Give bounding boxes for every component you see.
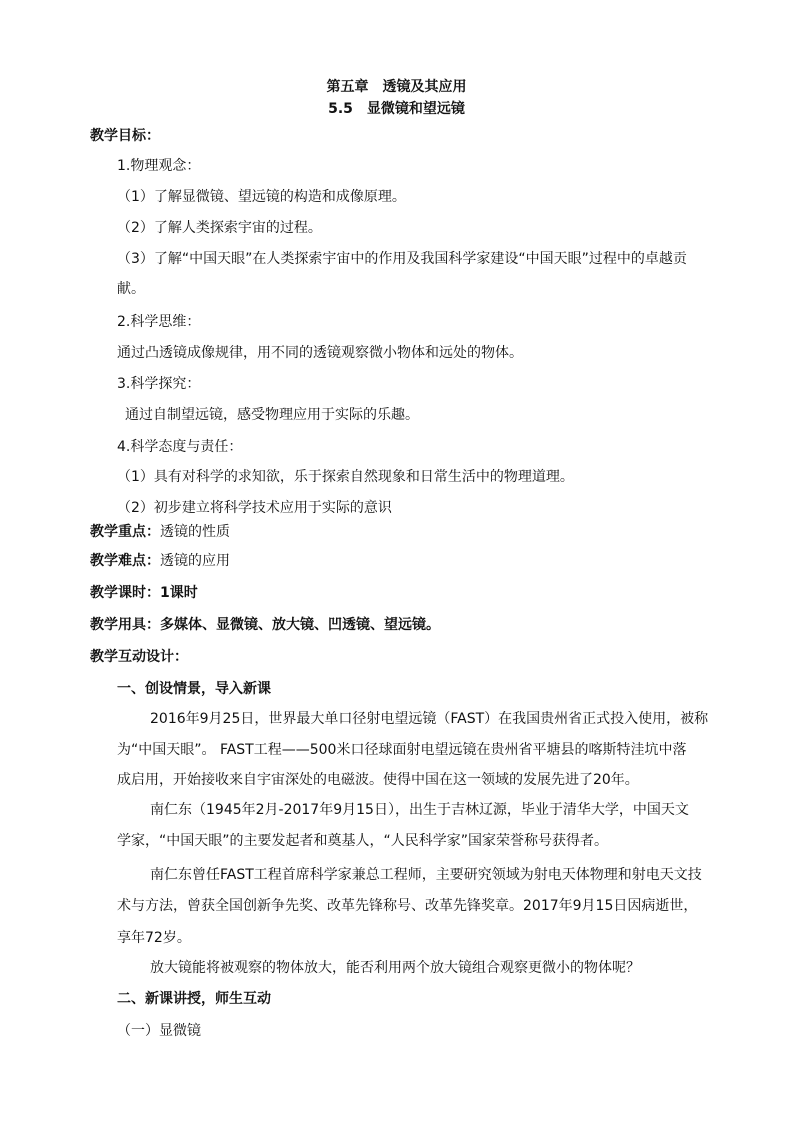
goal-4-item: （1）具有对科学的求知欲，乐于探索自然现象和日常生活中的物理道理。	[117, 469, 574, 485]
goal-3-title: 3.科学探究：	[117, 376, 201, 392]
key-point-text: 透镜的性质	[160, 524, 230, 540]
difficult-point-label: 教学难点：	[90, 553, 160, 569]
part-2-heading: 二、新课讲授，师生互动	[117, 991, 271, 1007]
goal-1-item: （1）了解显微镜、望远镜的构造和成像原理。	[117, 189, 406, 205]
goal-1-item: （3）了解“中国天眼”在人类探索宇宙中的作用及我国科学家建设“中国天眼”过程中的卓越贡	[117, 251, 687, 267]
paragraph-line: 成启用，开始接收来自宇宙深处的电磁波。使得中国在这一领域的发展先进了20年。	[117, 772, 639, 788]
paragraph-line: 术与方法，曾获全国创新争先奖、改革先锋称号、改革先锋奖章。2017年9月15日因病逝世，	[117, 898, 698, 914]
paragraph-line: 放大镜能将被观察的物体放大，能否利用两个放大镜组合观察更微小的物体呢？	[150, 960, 640, 976]
key-point	[90, 523, 230, 541]
paragraph-line: 2016年9月25日，世界最大单口径射电望远镜（FAST）在我国贵州省正式投入使用，被称	[150, 711, 709, 727]
difficult-point	[90, 552, 230, 570]
paragraph-line: 学家，“中国天眼”的主要发起者和奠基人，“人民科学家”国家荣誉称号获得者。	[117, 833, 609, 849]
goal-1-title: 1.物理观念：	[117, 158, 201, 174]
paragraph-line: 享年72岁。	[117, 930, 191, 946]
goal-2-text: 通过凸透镜成像规律，用不同的透镜观察微小物体和远处的物体。	[117, 345, 523, 361]
goal-3-text: 通过自制望远镜，感受物理应用于实际的乐趣。	[125, 407, 419, 423]
goal-2-title: 2.科学思维：	[117, 314, 201, 330]
goal-1-item: 献。	[117, 281, 145, 297]
difficult-point-text: 透镜的应用	[160, 553, 230, 569]
paragraph-line: 南仁东（1945年2月-2017年9月15日），出生于吉林辽源，毕业于清华大学，中国天文	[150, 802, 689, 818]
paragraph-line: 为“中国天眼”。 FAST工程——500米口径球面射电望远镜在贵州省平塘县的喀斯特洼坑中落	[117, 742, 687, 758]
goal-4-item: （2）初步建立将科学技术应用于实际的意识	[117, 500, 392, 516]
goal-4-title: 4.科学态度与责任：	[117, 439, 243, 455]
key-point-label: 教学重点：	[90, 524, 160, 540]
section-title: 5.5 显微镜和望远镜	[328, 101, 465, 117]
goal-1-item: （2）了解人类探索宇宙的过程。	[117, 220, 322, 236]
part-1-heading: 一、创设情景，导入新课	[117, 681, 271, 697]
class-hours: 教学课时：1课时	[90, 585, 198, 601]
teaching-tools: 教学用具：多媒体、显微镜、放大镜、凹透镜、望远镜。	[90, 617, 440, 633]
chapter-title: 第五章 透镜及其应用	[326, 79, 467, 95]
subsection-title: （一）显微镜	[117, 1023, 201, 1039]
paragraph-line: 南仁东曾任FAST工程首席科学家兼总工程师，主要研究领域为射电天体物理和射电天文技	[150, 867, 702, 883]
goals-heading: 教学目标：	[90, 128, 160, 144]
interaction-design-heading: 教学互动设计：	[90, 649, 188, 665]
